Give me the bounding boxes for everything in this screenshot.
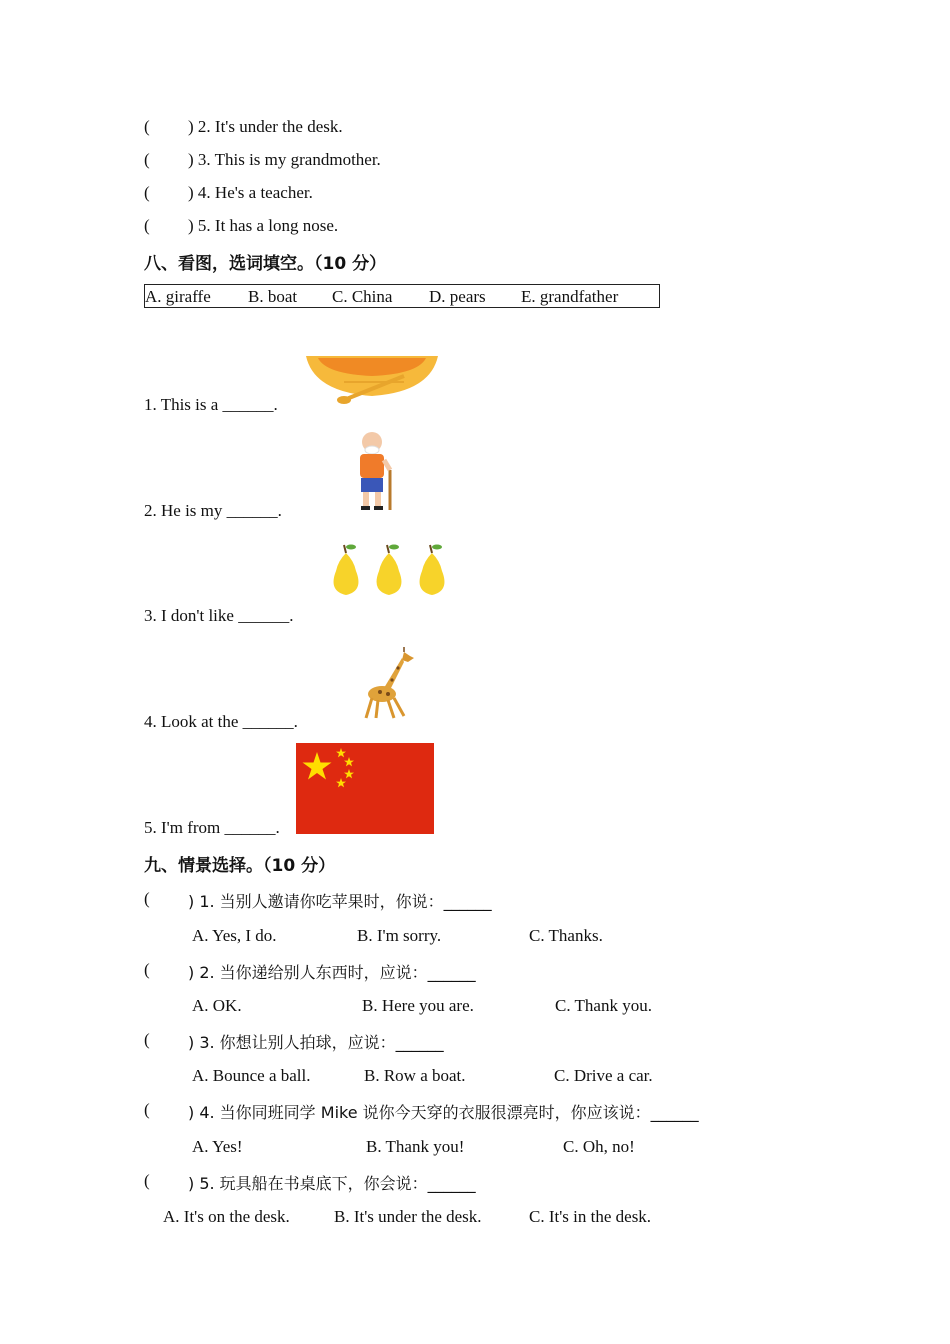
- choice-option: C. It's in the desk.: [529, 1207, 652, 1226]
- choice-option: B. I'm sorry.: [357, 926, 442, 945]
- answer-paren: (: [144, 1030, 150, 1049]
- choice-option: A. OK.: [192, 996, 242, 1015]
- question-text: ) 3. 你想让别人拍球，应说：______: [188, 1033, 444, 1052]
- answer-paren: (: [144, 889, 150, 908]
- boat-icon: [304, 352, 440, 406]
- question-text: ) 5. 玩具船在书桌底下，你会说：______: [188, 1174, 476, 1193]
- grandfather-icon: [352, 430, 400, 514]
- choice-option: C. Oh, no!: [563, 1137, 635, 1156]
- answer-paren: (: [144, 1171, 150, 1190]
- answer-paren: (: [144, 150, 150, 169]
- question-text: ) 1. 当别人邀请你吃苹果时，你说：______: [188, 892, 492, 911]
- question-text: ) 4. He's a teacher.: [188, 183, 313, 202]
- answer-paren: (: [144, 1100, 150, 1119]
- word-option: E. grandfather: [521, 287, 619, 306]
- question-text: ) 5. It has a long nose.: [188, 216, 339, 235]
- choice-option: A. Yes, I do.: [192, 926, 277, 945]
- section-heading: 九、情景选择。（10 分）: [144, 856, 336, 876]
- choice-option: A. It's on the desk.: [163, 1207, 290, 1226]
- word-bank: [144, 284, 660, 308]
- choice-option: B. Row a boat.: [364, 1066, 466, 1085]
- choice-option: A. Yes!: [192, 1137, 243, 1156]
- choice-option: B. Thank you!: [366, 1137, 465, 1156]
- section-heading: 八、看图，选词填空。（10 分）: [144, 254, 387, 274]
- choice-option: A. Bounce a ball.: [192, 1066, 311, 1085]
- china-flag-icon: [296, 743, 434, 834]
- answer-paren: (: [144, 117, 150, 136]
- choice-option: B. It's under the desk.: [334, 1207, 482, 1226]
- word-option: B. boat: [248, 287, 298, 306]
- word-option: C. China: [332, 287, 393, 306]
- fill-item: 3. I don't like ______.: [144, 606, 294, 625]
- fill-item: 1. This is a ______.: [144, 395, 278, 414]
- fill-item: 4. Look at the ______.: [144, 712, 298, 731]
- choice-option: C. Thank you.: [555, 996, 652, 1015]
- question-text: ) 2. It's under the desk.: [188, 117, 343, 136]
- choice-option: C. Thanks.: [529, 926, 603, 945]
- question-text: ) 3. This is my grandmother.: [188, 150, 381, 169]
- choice-option: C. Drive a car.: [554, 1066, 653, 1085]
- word-option: A. giraffe: [145, 287, 211, 306]
- question-text: ) 4. 当你同班同学 Mike 说你今天穿的衣服很漂亮时，你应该说：______: [188, 1103, 699, 1122]
- choice-option: B. Here you are.: [362, 996, 474, 1015]
- answer-paren: (: [144, 183, 150, 202]
- answer-paren: (: [144, 960, 150, 979]
- fill-item: 2. He is my ______.: [144, 501, 282, 520]
- giraffe-icon: [360, 646, 420, 722]
- answer-paren: (: [144, 216, 150, 235]
- question-text: ) 2. 当你递给别人东西时，应说：______: [188, 963, 476, 982]
- pears-icon: [326, 543, 454, 599]
- word-option: D. pears: [429, 287, 486, 306]
- fill-item: 5. I'm from ______.: [144, 818, 280, 837]
